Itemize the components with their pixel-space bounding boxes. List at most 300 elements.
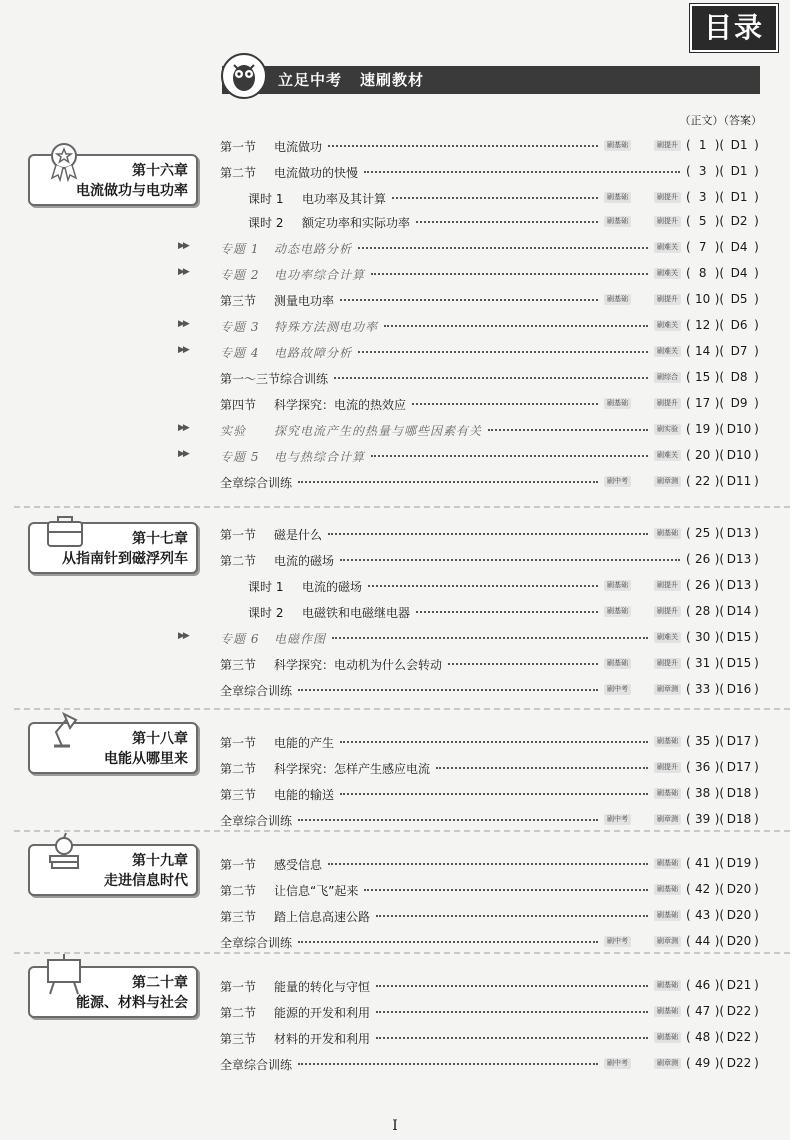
text-page-number: 35	[695, 734, 711, 748]
toc-entry[interactable]	[220, 1028, 760, 1048]
blackboard-icon	[40, 950, 88, 998]
text-page-number: 25	[695, 526, 711, 540]
practice-tag: 刷难关	[654, 268, 681, 279]
toc-entry[interactable]	[220, 854, 760, 874]
leader-dots	[376, 1011, 648, 1013]
toc-entry[interactable]	[178, 420, 760, 440]
text-page-number: 41	[695, 856, 711, 870]
page-reference: ( 47 )( D22 )	[686, 1004, 759, 1018]
answer-page-number: D15	[726, 656, 752, 670]
text-page-number: 28	[695, 604, 711, 618]
text-page-number: 5	[698, 214, 707, 228]
entry-title: 电流的磁场	[302, 580, 363, 594]
entry-section: 课时 2	[248, 216, 284, 230]
page-reference: ( 8 )( D4 )	[686, 266, 759, 280]
entry-label	[220, 1030, 370, 1047]
answer-page-number: D13	[726, 578, 752, 592]
entry-title: 能量的转化与守恒	[274, 980, 371, 994]
answer-page-number: D20	[726, 882, 752, 896]
toc-entry[interactable]	[220, 290, 760, 310]
toc-entry[interactable]	[178, 342, 760, 362]
entry-section: 第四节	[220, 398, 257, 412]
entry-section: 专题 3	[220, 320, 260, 334]
leader-dots	[328, 533, 648, 535]
practice-tag: 刷基础	[654, 980, 681, 991]
entry-label	[248, 214, 410, 231]
leader-dots	[488, 429, 648, 431]
entry-label	[220, 266, 365, 283]
text-page-number: 46	[695, 978, 711, 992]
entry-label	[220, 1056, 292, 1073]
entry-title: 感受信息	[274, 858, 323, 872]
text-page-number: 22	[695, 474, 711, 488]
practice-tag: 刷中考	[604, 936, 631, 947]
leader-dots	[340, 793, 648, 795]
banner-right-text: 速刷教材	[360, 71, 425, 89]
text-page-number: 3	[698, 190, 707, 204]
entry-title: 特殊方法测电功率	[274, 320, 379, 334]
page-reference: ( 25 )( D13 )	[686, 526, 759, 540]
entry-label	[220, 656, 442, 673]
entry-label	[220, 318, 378, 335]
toc-entry[interactable]	[178, 316, 760, 336]
entry-title: 科学探究：怎样产生感应电流	[274, 762, 431, 776]
entry-section: 课时 1	[248, 192, 284, 206]
practice-tag: 刷章测	[654, 684, 681, 695]
leader-dots	[376, 985, 648, 987]
practice-tag: 刷章测	[654, 476, 681, 487]
page-reference: ( 15 )( D8 )	[686, 370, 759, 384]
text-page-number: 44	[695, 934, 711, 948]
practice-tag: 刷基础	[604, 192, 631, 203]
practice-tag: 刷章测	[654, 936, 681, 947]
page-reference: ( 26 )( D13 )	[686, 578, 759, 592]
entry-section: 专题 4	[220, 346, 260, 360]
answer-page-number: D17	[726, 734, 752, 748]
double-arrow-icon: ▶▶	[178, 319, 188, 329]
entry-label	[220, 786, 334, 803]
toc-entry[interactable]	[220, 188, 760, 208]
answer-page-number: D17	[726, 760, 752, 774]
entry-section: 实验	[220, 424, 247, 438]
leader-dots	[298, 941, 598, 943]
entry-title: 让信息“飞”起来	[274, 884, 359, 898]
entry-section: 全章综合训练	[220, 1058, 293, 1072]
entry-label	[220, 978, 370, 995]
page-reference: ( 17 )( D9 )	[686, 396, 759, 410]
toc-entry[interactable]	[220, 654, 760, 674]
entry-title: 电磁作图	[274, 632, 327, 646]
toc-entry[interactable]	[220, 1054, 760, 1074]
leader-dots	[298, 819, 598, 821]
answer-page-number: D13	[726, 552, 752, 566]
leader-dots	[340, 741, 648, 743]
chapter-title: 走进信息时代	[104, 873, 188, 889]
entry-title: 材料的开发和利用	[274, 1032, 371, 1046]
answer-page-number: D18	[726, 812, 752, 826]
chapter-number: 第十七章	[132, 531, 188, 547]
entry-section: 第三节	[220, 910, 257, 924]
practice-tag: 刷基础	[604, 606, 631, 617]
practice-tag: 刷提升	[654, 580, 681, 591]
entry-title: 科学探究：电动机为什么会转动	[274, 658, 443, 672]
text-page-number: 36	[695, 760, 711, 774]
leader-dots	[340, 559, 680, 561]
entry-section: 课时 1	[248, 580, 284, 594]
section-separator	[14, 708, 790, 710]
entry-label	[220, 734, 334, 751]
text-page-number: 7	[698, 240, 707, 254]
chapter-box	[28, 722, 198, 774]
double-arrow-icon: ▶▶	[178, 345, 188, 355]
page-reference: ( 49 )( D22 )	[686, 1056, 759, 1070]
answer-page-number: D22	[726, 1056, 752, 1070]
practice-tag: 刷提升	[654, 192, 681, 203]
briefcase-icon	[40, 506, 88, 554]
chapter-box	[28, 844, 198, 896]
text-page-number: 20	[695, 448, 711, 462]
entry-label	[220, 630, 326, 647]
section-separator	[14, 830, 790, 832]
toc-entry[interactable]	[220, 758, 760, 778]
page-reference: ( 14 )( D7 )	[686, 344, 759, 358]
practice-tag: 刷综合	[654, 372, 681, 383]
practice-tag: 刷基础	[604, 580, 631, 591]
page-reference: ( 12 )( D6 )	[686, 318, 759, 332]
practice-tag: 刷基础	[654, 528, 681, 539]
entry-section: 全章综合训练	[220, 936, 293, 950]
leader-dots	[436, 767, 648, 769]
entry-title: 电磁铁和电磁继电器	[302, 606, 411, 620]
page-reference: ( 1 )( D1 )	[686, 138, 759, 152]
entry-title: 科学探究：电流的热效应	[274, 398, 407, 412]
text-page-number: 17	[695, 396, 711, 410]
page-reference: ( 39 )( D18 )	[686, 812, 759, 826]
page-reference: ( 22 )( D11 )	[686, 474, 759, 488]
text-page-number: 39	[695, 812, 711, 826]
answer-page-number: D8	[730, 370, 748, 384]
answer-page-number: D10	[726, 448, 752, 462]
entry-section: 第一～三节综合训练	[220, 372, 329, 386]
text-page-number: 1	[698, 138, 707, 152]
entry-section: 第三节	[220, 1032, 257, 1046]
entry-title: 电与热综合计算	[274, 450, 366, 464]
page-reference: ( 3 )( D1 )	[686, 190, 759, 204]
text-page-number: 42	[695, 882, 711, 896]
entry-label	[220, 344, 352, 361]
text-page-number: 15	[695, 370, 711, 384]
practice-tag: 刷基础	[604, 398, 631, 409]
page-reference: ( 41 )( D19 )	[686, 856, 759, 870]
practice-tag: 刷提升	[654, 294, 681, 305]
entry-section: 第三节	[220, 658, 257, 672]
text-page-number: 14	[695, 344, 711, 358]
practice-tag: 刷基础	[604, 294, 631, 305]
toc-entry[interactable]	[220, 880, 760, 900]
page-reference: ( 28 )( D14 )	[686, 604, 759, 618]
banner-left-text: 立足中考	[278, 71, 343, 89]
entry-title: 能源的开发和利用	[274, 1006, 371, 1020]
practice-tag: 刷基础	[654, 1006, 681, 1017]
answer-page-number: D10	[726, 422, 752, 436]
entry-title: 电功率综合计算	[274, 268, 366, 282]
text-page-number: 30	[695, 630, 711, 644]
entry-label	[220, 908, 370, 925]
chapter-number: 第十六章	[132, 163, 188, 179]
answer-page-number: D21	[726, 978, 752, 992]
toc-entry[interactable]	[220, 602, 760, 622]
answer-page-number: D16	[726, 682, 752, 696]
double-arrow-icon: ▶▶	[178, 631, 188, 641]
toc-entry[interactable]	[178, 446, 760, 466]
double-arrow-icon: ▶▶	[178, 449, 188, 459]
leader-dots	[416, 221, 598, 223]
answer-page-number: D9	[730, 396, 748, 410]
entry-section: 专题 2	[220, 268, 260, 282]
entry-section: 第二节	[220, 762, 257, 776]
answer-page-number: D22	[726, 1004, 752, 1018]
entry-section: 第一节	[220, 858, 257, 872]
page-number: I	[392, 1118, 398, 1134]
page-reference: ( 20 )( D10 )	[686, 448, 759, 462]
toc-entry[interactable]	[220, 524, 760, 544]
leader-dots	[358, 247, 648, 249]
answer-page-number: D1	[730, 138, 748, 152]
toc-entry[interactable]	[220, 550, 760, 570]
leader-dots	[376, 1037, 648, 1039]
entry-label	[220, 474, 292, 491]
entry-label	[220, 240, 352, 257]
entry-label	[220, 448, 365, 465]
toc-entry[interactable]	[220, 472, 760, 492]
entry-section: 全章综合训练	[220, 476, 293, 490]
entry-section: 第二节	[220, 554, 257, 568]
page-reference: ( 42 )( D20 )	[686, 882, 759, 896]
double-arrow-icon: ▶▶	[178, 267, 188, 277]
leader-dots	[340, 299, 598, 301]
entry-title: 电路故障分析	[274, 346, 353, 360]
entry-section: 第三节	[220, 788, 257, 802]
practice-tag: 刷章测	[654, 814, 681, 825]
chapter-title: 从指南针到磁浮列车	[62, 551, 188, 567]
text-page-number: 31	[695, 656, 711, 670]
chapter-box	[28, 154, 198, 206]
leader-dots	[416, 611, 598, 613]
entry-section: 第二节	[220, 884, 257, 898]
practice-tag: 刷基础	[654, 788, 681, 799]
entry-section: 全章综合训练	[220, 684, 293, 698]
entry-label	[220, 882, 358, 899]
text-page-number: 10	[695, 292, 711, 306]
chapter-number: 第十九章	[132, 853, 188, 869]
practice-tag: 刷提升	[654, 140, 681, 151]
answer-page-number: D1	[730, 164, 748, 178]
chapter-title: 能源、材料与社会	[76, 995, 188, 1011]
leader-dots	[371, 273, 648, 275]
toc-entry[interactable]	[178, 628, 760, 648]
toc-entry[interactable]	[220, 976, 760, 996]
leader-dots	[364, 889, 648, 891]
practice-tag: 刷实验	[654, 424, 681, 435]
entry-label	[220, 934, 292, 951]
leader-dots	[298, 689, 598, 691]
answer-page-number: D4	[730, 266, 748, 280]
page-reference: ( 44 )( D20 )	[686, 934, 759, 948]
leader-dots	[384, 325, 648, 327]
practice-tag: 刷基础	[654, 858, 681, 869]
page-reference: ( 30 )( D15 )	[686, 630, 759, 644]
practice-tag: 刷难关	[654, 450, 681, 461]
page-reference: ( 31 )( D15 )	[686, 656, 759, 670]
text-page-number: 49	[695, 1056, 711, 1070]
entry-section: 第一节	[220, 528, 257, 542]
answer-page-number: D22	[726, 1030, 752, 1044]
toc-entry[interactable]	[220, 732, 760, 752]
answer-page-number: D20	[726, 934, 752, 948]
answer-page-number: D15	[726, 630, 752, 644]
entry-title: 磁是什么	[274, 528, 323, 542]
entry-label	[220, 292, 334, 309]
page-reference: ( 46 )( D21 )	[686, 978, 759, 992]
chapter-number: 第十八章	[132, 731, 188, 747]
toc-entry[interactable]	[220, 810, 760, 830]
answer-page-number: D13	[726, 526, 752, 540]
toc-entry[interactable]	[220, 906, 760, 926]
column-headers: （正文）（答案）	[679, 114, 762, 127]
toc-entry[interactable]	[220, 1002, 760, 1022]
entry-title: 电流做功	[274, 140, 323, 154]
entry-label	[220, 138, 322, 155]
practice-tag: 刷提升	[654, 606, 681, 617]
entry-section: 第一节	[220, 140, 257, 154]
leader-dots	[328, 145, 598, 147]
answer-page-number: D6	[730, 318, 748, 332]
answer-page-number: D14	[726, 604, 752, 618]
practice-tag: 刷中考	[604, 814, 631, 825]
leader-dots	[376, 915, 648, 917]
practice-tag: 刷提升	[654, 658, 681, 669]
answer-page-number: D5	[730, 292, 748, 306]
entry-section: 全章综合训练	[220, 814, 293, 828]
banner	[222, 66, 760, 94]
practice-tag: 刷提升	[654, 762, 681, 773]
toc-entry[interactable]	[220, 680, 760, 700]
chapter-number: 第二十章	[132, 975, 188, 991]
entry-section: 专题 1	[220, 242, 260, 256]
section-separator	[14, 952, 790, 954]
section-separator	[14, 506, 790, 508]
entry-section: 专题 6	[220, 632, 260, 646]
text-page-number: 8	[698, 266, 707, 280]
entry-section: 第三节	[220, 294, 257, 308]
page-reference: ( 3 )( D1 )	[686, 164, 759, 178]
entry-label	[220, 812, 292, 829]
toc-entry[interactable]	[178, 264, 760, 284]
page-reference: ( 33 )( D16 )	[686, 682, 759, 696]
entry-label	[220, 552, 334, 569]
entry-title: 电能的输送	[274, 788, 335, 802]
leader-dots	[358, 351, 648, 353]
leader-dots	[298, 481, 598, 483]
practice-tag: 刷提升	[654, 216, 681, 227]
entry-title: 踏上信息高速公路	[274, 910, 371, 924]
entry-label	[220, 1004, 370, 1021]
double-arrow-icon: ▶▶	[178, 423, 188, 433]
practice-tag: 刷基础	[604, 140, 631, 151]
answer-page-number: D1	[730, 190, 748, 204]
answer-page-number: D20	[726, 908, 752, 922]
toc-entry[interactable]	[220, 394, 760, 414]
practice-tag: 刷难关	[654, 346, 681, 357]
answer-page-number: D2	[730, 214, 748, 228]
answer-page-number: D18	[726, 786, 752, 800]
practice-tag: 刷难关	[654, 242, 681, 253]
entry-title: 电功率及其计算	[302, 192, 387, 206]
leader-dots	[412, 403, 598, 405]
practice-tag: 刷提升	[654, 398, 681, 409]
practice-tag: 刷中考	[604, 684, 631, 695]
entry-title: 额定功率和实际功率	[302, 216, 411, 230]
text-page-number: 38	[695, 786, 711, 800]
page-reference: ( 7 )( D4 )	[686, 240, 759, 254]
entry-label	[220, 760, 430, 777]
entry-label	[248, 190, 386, 207]
page-reference: ( 10 )( D5 )	[686, 292, 759, 306]
toc-entry[interactable]	[220, 368, 760, 388]
toc-entry[interactable]	[220, 932, 760, 952]
toc-entry[interactable]	[220, 136, 760, 156]
entry-label	[220, 164, 358, 181]
practice-tag: 刷基础	[654, 1032, 681, 1043]
entry-section: 第一节	[220, 980, 257, 994]
text-page-number: 19	[695, 422, 711, 436]
leader-dots	[371, 455, 648, 457]
text-page-number: 26	[695, 578, 711, 592]
answer-page-number: D19	[726, 856, 752, 870]
text-page-number: 26	[695, 552, 711, 566]
toc-entry[interactable]	[220, 784, 760, 804]
page-reference: ( 43 )( D20 )	[686, 908, 759, 922]
entry-title: 探究电流产生的热量与哪些因素有关	[274, 424, 483, 438]
page-reference: ( 48 )( D22 )	[686, 1030, 759, 1044]
chapter-box	[28, 966, 198, 1018]
entry-title: 动态电路分析	[274, 242, 353, 256]
toc-entry[interactable]	[220, 162, 760, 182]
page-reference: ( 19 )( D10 )	[686, 422, 759, 436]
page-reference: ( 36 )( D17 )	[686, 760, 759, 774]
entry-label	[248, 604, 410, 621]
leader-dots	[298, 1063, 598, 1065]
leader-dots	[368, 585, 598, 587]
toc-entry[interactable]	[220, 576, 760, 596]
entry-section: 课时 2	[248, 606, 284, 620]
desk-lamp-icon	[40, 706, 88, 754]
text-page-number: 48	[695, 1030, 711, 1044]
page-reference: ( 35 )( D17 )	[686, 734, 759, 748]
leader-dots	[364, 171, 680, 173]
answer-page-number: D7	[730, 344, 748, 358]
entry-title: 测量电功率	[274, 294, 335, 308]
entry-label	[220, 526, 322, 543]
toc-entry[interactable]	[220, 212, 760, 232]
page-reference: ( 5 )( D2 )	[686, 214, 759, 228]
leader-dots	[448, 663, 598, 665]
chapter-title: 电流做功与电功率	[76, 183, 188, 199]
answer-page-number: D4	[730, 240, 748, 254]
toc-entry[interactable]	[178, 238, 760, 258]
page-title: 目录	[690, 4, 778, 52]
practice-tag: 刷章测	[654, 1058, 681, 1069]
